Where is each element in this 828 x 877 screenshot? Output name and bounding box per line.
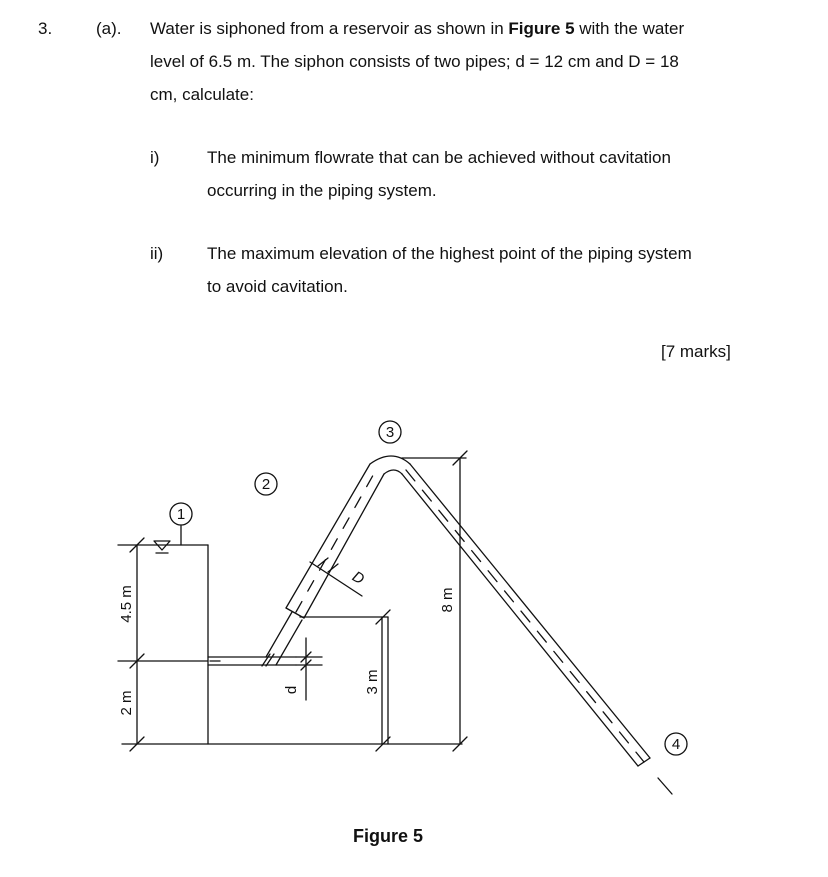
descending-pipe-lower bbox=[402, 474, 638, 766]
rising-pipe-small-left bbox=[266, 612, 292, 657]
intro-line-3: cm, calculate: bbox=[150, 85, 254, 104]
point-4-label: 4 bbox=[671, 736, 681, 753]
marks-label: [7 marks] bbox=[661, 342, 731, 361]
intro-line-1: Water is siphoned from a reservoir as shown in Figure 5 with the water bbox=[150, 19, 685, 38]
subpart-text-i: The minimum flowrate that can be achieved without cavitation occurring in the piping system. bbox=[207, 148, 671, 200]
large-pipe-label: D bbox=[349, 568, 368, 589]
subpart-label-i: i) bbox=[150, 148, 160, 167]
point-2-label: 2 bbox=[261, 476, 271, 493]
figure-reference: Figure 5 bbox=[508, 19, 575, 38]
summit-bend-outer bbox=[370, 456, 410, 464]
figure-caption: Figure 5 bbox=[352, 826, 424, 846]
small-pipe-label: d bbox=[283, 685, 300, 695]
base-height-label: 2 m bbox=[118, 690, 135, 716]
summit-height-label: 8 m bbox=[439, 587, 456, 613]
intro-line-2: level of 6.5 m. The siphon consists of two pipes; d = 12 cm and D = 18 bbox=[150, 52, 679, 71]
question-part: (a). bbox=[96, 19, 122, 38]
point-3-label: 3 bbox=[385, 424, 395, 441]
summit-bend-inner bbox=[384, 470, 402, 474]
support-height-label: 3 m bbox=[364, 669, 381, 695]
rising-pipe-small-right bbox=[276, 620, 302, 665]
subpart-text-ii: The maximum elevation of the highest point of the piping system to avoid cavitation. bbox=[207, 244, 692, 296]
rising-pipe-large-right bbox=[304, 474, 384, 618]
reservoir-height-label: 4.5 m bbox=[118, 585, 135, 623]
question-number: 3. bbox=[38, 19, 53, 38]
point-1-label: 1 bbox=[176, 506, 186, 523]
subpart-label-ii: ii) bbox=[150, 244, 164, 263]
